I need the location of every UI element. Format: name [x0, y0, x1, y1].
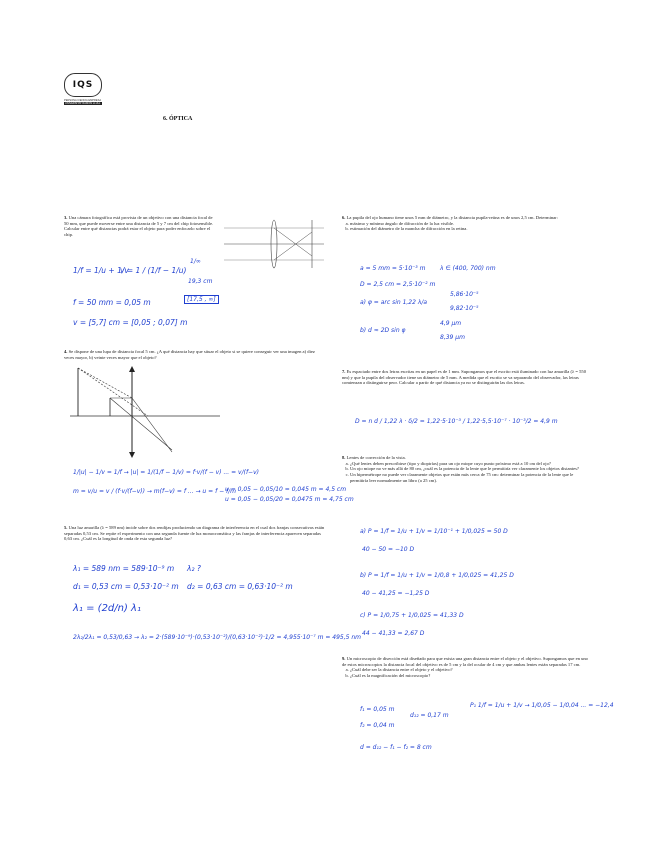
hw-p4-2: m = v/u = v / (f·v/(f−v)) → m(f−v) = f ... → u = f − f/m [73, 488, 236, 495]
problem-4 [64, 349, 324, 360]
problem-6 [342, 215, 592, 232]
problem-number: 3. [64, 215, 68, 220]
hw-p6-4: a) φ = arc sin 1,22 λ/a [360, 299, 428, 306]
hw-p3-4: 19,3 cm [188, 278, 213, 285]
hw-p9-5: d = d₁₂ − f₁ − f₂ = 8 cm [360, 744, 432, 751]
problem-text: Un microscopio de disección está diseñado para que exista una gran distancia entre el objeto y el objetivo. Supongamos que en uno de estos microscopios la distancia focal del objetivo es de 5 cm y la del ocular de 4 cm y que ambas lentes están separadas 17 cm. [342, 656, 588, 667]
hw-p8-6: 44 − 41,33 = 2,67 D [362, 630, 425, 637]
list-item: b. Un ojo miope no ve más allá de 80 cm, ¿cuál es la potencia de la lente que le permitiría ver claramente los objetos distantes? [350, 466, 592, 472]
hw-p5-3: d₁ = 0,53 cm = 0,53·10⁻² m [73, 582, 179, 591]
hw-p3-2: v = 1 / (1/f − 1/u) [120, 266, 187, 275]
hw-p8-1: a) P = 1/f = 1/u + 1/v = 1/10⁻¹ + 1/0,025 = 50 D [360, 528, 508, 535]
hw-p8-2: 40 − 50 = −10 D [362, 546, 415, 553]
hw-p5-1: λ₁ = 589 nm = 589·10⁻⁹ m [73, 564, 175, 573]
logo-mark: IQS [64, 73, 102, 97]
logo [64, 73, 102, 105]
page-title: 6. ÓPTICA [163, 116, 193, 122]
hw-p6-2: λ ∈ (400, 700) nm [440, 265, 496, 272]
hw-p6-5: 5,86·10⁻⁵ [450, 291, 479, 298]
problem-number: 5. [64, 525, 68, 530]
hw-p3-7: v = [5,7] cm = [0,05 ; 0,07] m [73, 318, 188, 327]
hw-p9-4: f₂ = 0,04 m [360, 722, 395, 729]
list-item: a. ¿Cuál debe ser la distancia entre el objeto y el objetivo? [350, 667, 592, 673]
hw-p3-3: 1/∞ [190, 258, 201, 265]
hw-p6-9: 8,39 μm [440, 334, 465, 341]
problem-number: 4. [64, 349, 68, 354]
hw-p8-4: 40 − 41,25 = −1,25 D [362, 590, 430, 597]
problem-text: Una cámara fotográfica está provista de un objetivo con una distancia focal de 50 mm, que puede moverse entre una distancia de 5 y 7 cm del chip fotosensible. Calcular entre qué distancias podrá estar el objeto para poder enfocarlo sobre el chip. [64, 215, 214, 238]
hw-p3-6: [17,5 , ∞] [184, 295, 219, 304]
hw-p5-4: d₂ = 0,63 cm = 0,63·10⁻² m [187, 582, 293, 591]
magnifier-diagram [70, 366, 220, 458]
problem-text: La pupila del ojo humano tiene unos 5 mm de diámetro, y la distancia pupila-retina es de unos 2,5 cm. Determinar: [346, 215, 558, 220]
problem-text: Se dispone de una lupa de distancia focal 5 cm. ¿A qué distancia hay que situar el objeto si se quiere conseguir ver una imagen a) diez veces mayor, b) veinte veces mayor que el objeto? [64, 349, 315, 360]
hw-p9-2: d₁₂ = 0,17 m [410, 712, 449, 719]
hw-p3-1: 1/f = 1/u + 1/v [73, 266, 129, 275]
hw-p5-5: λ₁ = (2d/n) λ₁ [73, 603, 141, 614]
problem-text: Una luz amarilla (λ = 589 nm) incide sobre dos rendijas produciendo un diagrama de interferencia en el cual dos franjas consecutivas están separadas 0,53 cm. Se repite el experimento con una segunda fuente de luz monocromática y las franjas de interferencia aparecen separadas 0,63 cm. ¿Cuál es la longitud de onda de esta segunda luz? [64, 525, 325, 542]
problem-3 [64, 215, 214, 238]
list-item: b. ¿Cuál es la magnificación del microscopio? [350, 673, 592, 679]
hw-p6-6: 9,82·10⁻⁵ [450, 305, 479, 312]
hw-p6-7: b) d ≈ 2D sin φ [360, 327, 406, 334]
hw-p8-3: b) P = 1/f = 1/u + 1/v = 1/0,8 + 1/0,025 = 41,25 D [360, 572, 514, 579]
hw-p6-1: a = 5 mm = 5·10⁻³ m [360, 265, 426, 272]
hw-p4-4: u = 0,05 − 0,05/20 = 0,0475 m = 4,75 cm [225, 496, 354, 503]
hw-p6-3: D = 2,5 cm = 2,5·10⁻² m [360, 281, 436, 288]
hw-p6-8: 4,9 μm [440, 320, 462, 327]
list-item: c. Un hipermétrope no puede ver claramente objetos que están más cerca de 75 cm: determinar la potencia de la lente que le permitiría leer normalmente un libro (a 25 cm). [350, 472, 592, 483]
problem-number: 6. [342, 215, 346, 220]
hw-p5-2: λ₂ ? [187, 564, 201, 573]
hw-p4-1: 1/|u| − 1/v = 1/f → |u| = 1/(1/f − 1/v) = f·v/(f − v) ... = v/(f−v) [73, 469, 259, 476]
hw-p9-3: P₁ 1/f = 1/u + 1/v → 1/0,05 − 1/0,04 ... = −12,4 [470, 702, 614, 709]
problem-text: Lentes de corrección de la vista. [346, 455, 406, 460]
problem-5 [64, 525, 326, 542]
logo-subtitle: PERSONA CIENCIA EMPRESA [64, 99, 102, 102]
list-item: a. máximo y mínimo ángulo de difracción de la luz visible. [350, 221, 592, 227]
problem-9 [342, 656, 592, 679]
hw-p4-3: u = 0,05 − 0,05/10 = 0,045 m = 4,5 cm [225, 486, 347, 493]
hw-p5-6: 2λ₂/2λ₁ = 0,53/0,63 → λ₂ = 2·(589·10⁻⁹)·(0,53·10⁻²)/(0,63·10⁻²)·1/2 = 4,955·10⁻⁷ m = 495,5 nm [73, 634, 362, 641]
hw-p8-5: c) P = 1/0,75 + 1/0,025 = 41,33 D [360, 612, 464, 619]
list-item: a. ¿Qué lentes deben prescribirse (tipo y dioptrías) para un ojo miope cuyo punto próximo está a 10 cm del ojo? [350, 461, 592, 467]
problem-text: Es espaciado entre dos letras escritas en un papel es de 1 mm. Supongamos que el escrito está iluminado con luz amarilla (λ = 550 nm) y que la pupila del observador tiene un diámetro de 5 mm. A medida que el escrito se va separando del observador, las letras comienzan a distinguirse peor. Calcular a partir de qué distancia ya no se distinguirán las dos letras. [342, 369, 587, 386]
hw-p7-1: D = n d / 1,22 λ · δ/2 = 1,22·5·10⁻³ / 1,22·5,5·10⁻⁷ · 10⁻³/2 = 4,9 m [355, 418, 558, 425]
lens-diagram [222, 214, 326, 272]
problem-number: 7. [342, 369, 346, 374]
problem-number: 8. [342, 455, 346, 460]
problem-7 [342, 369, 592, 386]
hw-p3-5: f = 50 mm = 0,05 m [73, 298, 151, 307]
problem-number: 9. [342, 656, 346, 661]
list-item: b. estimación del diámetro de la mancha de difracción en la retina. [350, 226, 592, 232]
problem-8 [342, 455, 592, 484]
hw-p9-1: f₁ = 0,05 m [360, 706, 395, 713]
logo-bar: UNIVERSITAT RAMON LLULL [65, 102, 101, 106]
